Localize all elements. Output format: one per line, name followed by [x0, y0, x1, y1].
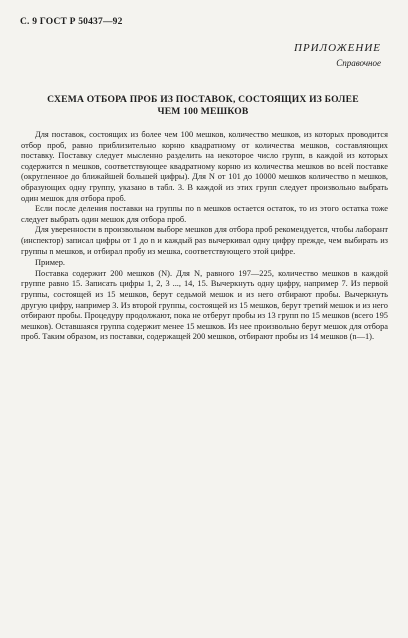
section-title: [30, 94, 376, 117]
paragraph-sampling-scheme: Для поставок, состоящих из более чем 100 мешков, количество мешков, из которых проводится отбор проб, равно приблизительно корню квадратному от количества мешков, составляющих поставку. Поставку следует мысленно разделить на некоторое число групп, в каждой из которых содержится n мешков, соответствующее квадратному корню из количества мешков во всей поставке (округленное до ближайшей большей цифры). Для N от 101 до 10000 мешков количество n мешков, образующих одну группу, указано в табл. 3. В каждой из этих групп следует произвольно выбрать один мешок для отбора проб.: [21, 130, 388, 203]
body-text: [21, 130, 388, 343]
appendix-label: [294, 41, 381, 71]
appendix-title: ПРИЛОЖЕНИЕ: [294, 42, 381, 54]
paragraph-example-label: Пример.: [35, 258, 66, 268]
paragraph-random-selection: Для уверенности в произвольном выборе мешков для отбора проб рекомендуется, чтобы лаборант (инспектор) записал цифры от 1 до n и каждый раз вычеркивал одну цифру прежде, чем выбирать из группы n мешков, и отбирал пробу из мешка, соответствующего этой цифре.: [21, 225, 388, 256]
paragraph-remainder: Если после деления поставки на группы по n мешков остается остаток, то из этого остатка тоже следует выбрать один мешок для отбора проб.: [21, 204, 388, 224]
section-title-line-1: СХЕМА ОТБОРА ПРОБ ИЗ ПОСТАВОК, СОСТОЯЩИХ ИЗ БОЛЕЕ: [47, 94, 359, 105]
paragraph-example: Поставка содержит 200 мешков (N). Для N, равного 197—225, количество мешков в каждой группе равно 15. Записать цифры 1, 2, 3 ..., 14, 15. Вычеркнуть одну цифру, например 7. Из первой группы, состоящей из 15 мешков, берут седьмой мешок и из него отбирают пробы. Вычеркнуть другую цифру, например 3. Из второй группы, состоящей из 15 мешков, берут третий мешок и из него отбирают пробы. Процедуру продолжают, пока не отберут пробы из 13 групп по 15 мешков (всего 195 мешков). Оставшаяся группа содержит менее 15 мешков. Из нее произвольно берут мешок для отбора проб. Таким образом, из поставки, содержащей 200 мешков, отбирают пробы из 14 мешков (n—1).: [21, 268, 388, 342]
section-title-line-2: ЧЕМ 100 МЕШКОВ: [157, 105, 249, 117]
page-header: С. 9 ГОСТ Р 50437—92: [20, 17, 123, 27]
appendix-subtitle: Справочное: [336, 58, 381, 68]
